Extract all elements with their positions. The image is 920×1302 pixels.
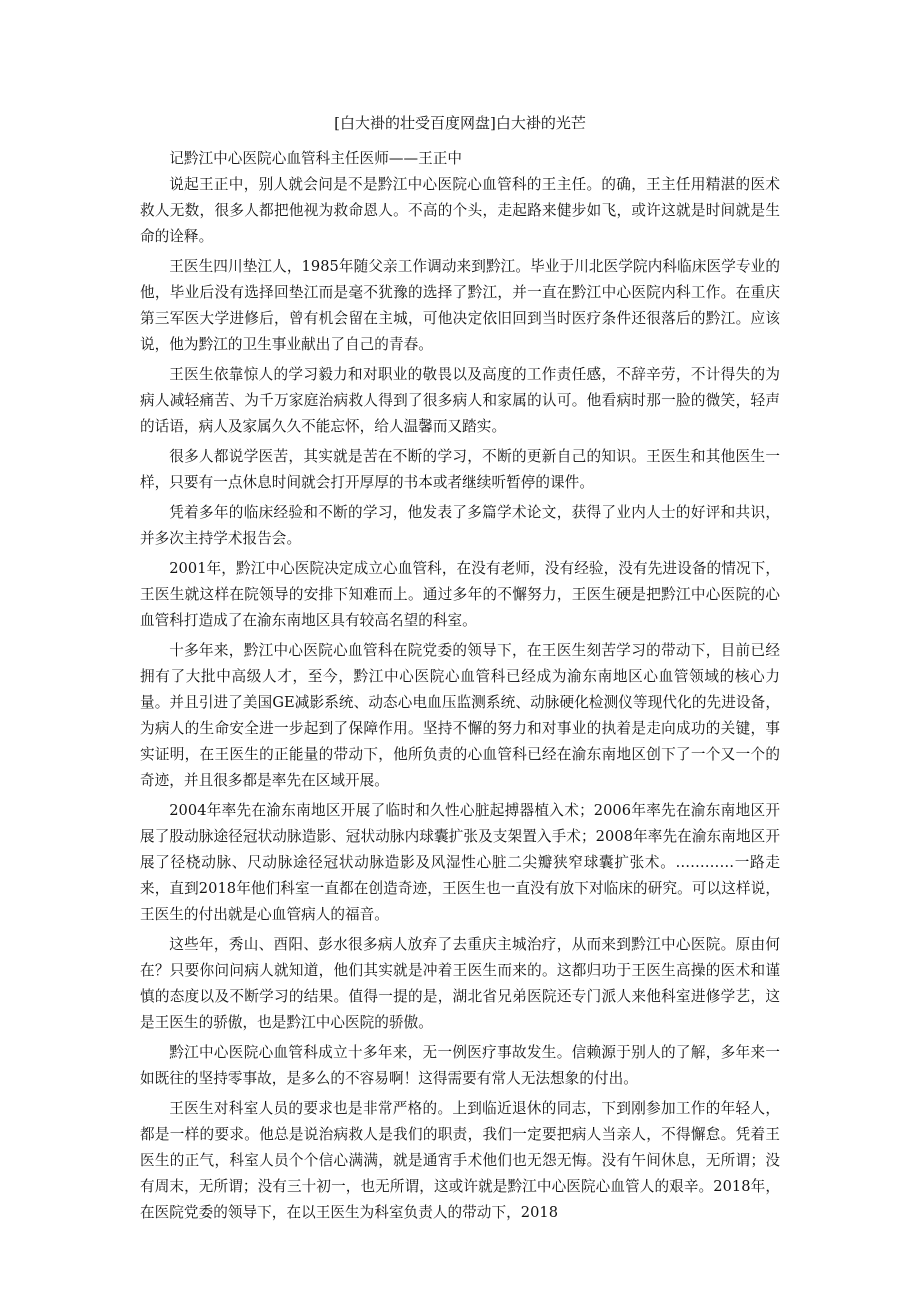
paragraph-1: 说起王正中，别人就会问是不是黔江中心医院心血管科的王主任。的确，王主任用精湛的医术救人无数，很多人都把他视为救命恩人。不高的个头，走起路来健步如飞，或许这就是时间就是生命的诠释。 — [140, 176, 780, 245]
paragraph-4: 很多人都说学医苦，其实就是苦在不断的学习，不断的更新自己的知识。王医生和其他医生一样，只要有一点休息时间就会打开厚厚的书本或者继续听暂停的课件。 — [140, 448, 780, 491]
paragraph-11: 王医生对科室人员的要求也是非常严格的。上到临近退休的同志，下到刚参加工作的年轻人，都是一样的要求。他总是说治病救人是我们的职责，我们一定要把病人当亲人，不得懈怠。凭着王医生的正气，科室人员个个信心满满，就是通宵手术他们也无怨无悔。没有午间休息，无所谓；没有周末，无所谓；没有三十初一，也无所谓，这或许就是黔江中心医院心血管人的艰辛。2018年，在医院党委的领导下，在以王医生为科室负责人的带动下，2018 — [140, 1100, 780, 1221]
document-subtitle: 记黔江中心医院心血管科主任医师——王正中 — [169, 150, 463, 167]
paragraph-9: 这些年，秀山、酉阳、彭水很多病人放弃了去重庆主城治疗，从而来到黔江中心医院。原由何在？只要你问问病人就知道，他们其实就是冲着王医生而来的。这都归功于王医生高操的医术和谨慎的态度以及不断学习的结果。值得一提的是，湖北省兄弟医院还专门派人来他科室进修学艺，这是王医生的骄傲，也是黔江中心医院的骄傲。 — [140, 936, 780, 1031]
paragraph-5: 凭着多年的临床经验和不断的学习，他发表了多篇学术论文，获得了业内人士的好评和共识，并多次主持学术报告会。 — [140, 504, 780, 547]
document-page — [140, 110, 780, 1226]
paragraph-10: 黔江中心医院心血管科成立十多年来，无一例医疗事故发生。信赖源于别人的了解，多年来一如既往的坚持零事故，是多么的不容易啊！这得需要有常人无法想象的付出。 — [140, 1044, 780, 1087]
document-title: [白大褂的壮受百度网盘]白大褂的光芒 — [334, 114, 586, 132]
paragraph-7: 十多年来，黔江中心医院心血管科在院党委的领导下，在王医生刻苦学习的带动下，目前已经拥有了大批中高级人才，至今，黔江中心医院心血管科已经成为渝东南地区心血管领域的核心力量。并且引进了美国GE减影系统、动态心电血压监测系统、动脉硬化检测仪等现代化的先进设备，为病人的生命安全进一步起到了保障作用。坚持不懈的努力和对事业的执着是走向成功的关键，事实证明，在王医生的正能量的带动下，他所负责的心血管科已经在渝东南地区创下了一个又一个的奇迹，并且很多都是率先在区域开展。 — [140, 642, 780, 789]
paragraph-2: 王医生四川垫江人，1985年随父亲工作调动来到黔江。毕业于川北医学院内科临床医学专业的他，毕业后没有选择回垫江而是毫不犹豫的选择了黔江，并一直在黔江中心医院内科工作。在重庆第三军医大学进修后，曾有机会留在主城，可他决定依旧回到当时医疗条件还很落后的黔江。应该说，他为黔江的卫生事业献出了自己的青春。 — [140, 258, 780, 353]
paragraph-8: 2004年率先在渝东南地区开展了临时和久性心脏起搏器植入术；2006年率先在渝东南地区开展了股动脉途径冠状动脉造影、冠状动脉内球囊扩张及支架置入手术；2008年率先在渝东南地区开展了径桡动脉、尺动脉途径冠状动脉造影及风湿性心脏二尖瓣狭窄球囊扩张术。…………一路走来，直到2018年他们科室一直都在创造奇迹，王医生也一直没有放下对临床的研究。可以这样说，王医生的付出就是心血管病人的福音。 — [140, 802, 780, 923]
paragraph-3: 王医生依靠惊人的学习毅力和对职业的敬畏以及高度的工作责任感，不辞辛劳，不计得失的为病人减轻痛苦、为千万家庭治病救人得到了很多病人和家属的认可。他看病时那一脸的微笑，轻声的话语，病人及家属久久不能忘怀，给人温馨而又踏实。 — [140, 366, 780, 435]
paragraph-6: 2001年，黔江中心医院决定成立心血管科，在没有老师，没有经验，没有先进设备的情况下，王医生就这样在院领导的安排下知难而上。通过多年的不懈努力，王医生硬是把黔江中心医院的心血管科打造成了在渝东南地区具有较高名望的科室。 — [140, 560, 780, 629]
